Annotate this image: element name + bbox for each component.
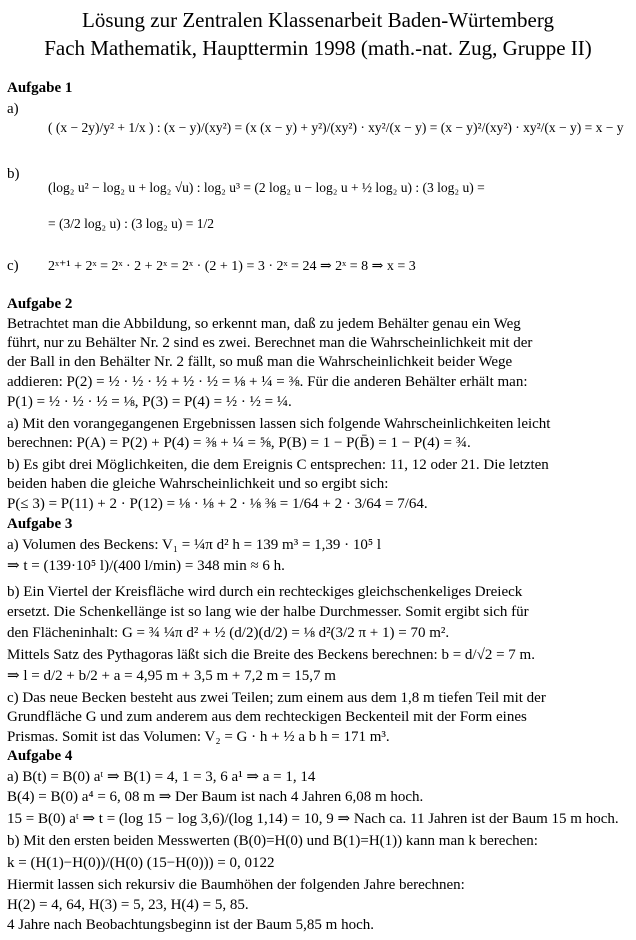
part-label-a: a) bbox=[7, 101, 19, 117]
heading-aufgabe-3: Aufgabe 3 bbox=[7, 516, 73, 532]
text-line: b) Es gibt drei Möglichkeiten, die dem Ereignis C entsprechen: 11, 12 oder 21. Die letzten bbox=[7, 457, 549, 473]
text-line: Betrachtet man die Abbildung, so erkennt man, daß zu jedem Behälter genau ein Weg bbox=[7, 316, 521, 332]
part-label-b: b) bbox=[7, 166, 20, 182]
heading-aufgabe-4: Aufgabe 4 bbox=[7, 748, 73, 764]
text-line: Mittels Satz des Pythagoras läßt sich die Breite des Beckens berechnen: b = d/√2 = 7 m. bbox=[7, 647, 535, 663]
text-line: Prismas. Somit ist das Volumen: V₂ = G · h + ½ a b h = 171 m³. bbox=[7, 729, 390, 745]
text-line: 15 = B(0) aᵗ ⇒ t = (log 15 − log 3,6)/(log 1,14) = 10, 9 ⇒ Nach ca. 11 Jahren ist der Baum 15 m hoch. bbox=[7, 811, 619, 827]
text-line: a) Mit den vorangegangenen Ergebnissen lassen sich folgende Wahrscheinlichkeiten leicht bbox=[7, 416, 551, 432]
text-line: B(4) = B(0) a⁴ = 6, 08 m ⇒ Der Baum ist nach 4 Jahren 6,08 m hoch. bbox=[7, 789, 424, 805]
text-line: k = (H(1)−H(0))/(H(0) (15−H(0))) = 0, 0122 bbox=[7, 855, 275, 871]
text-line: beiden haben die gleiche Wahrscheinlichkeit und so ergibt sich: bbox=[7, 476, 389, 492]
text-line: den Flächeninhalt: G = ¾ ¼π d² + ½ (d/2)(d/2) = ⅛ d²(3/2 π + 1) = 70 m². bbox=[7, 625, 450, 641]
text-line: addieren: P(2) = ½ · ½ · ½ + ½ · ½ = ⅛ + ¼ = ⅜. Für die anderen Behälter erhält man: bbox=[7, 374, 528, 390]
text-line: c) Das neue Becken besteht aus zwei Teilen; zum einem aus dem 1,8 m tiefen Teil mit der bbox=[7, 690, 546, 706]
text-line: Hiermit lassen sich rekursiv die Baumhöhen der folgenden Jahre berechnen: bbox=[7, 877, 465, 893]
text-line: a) B(t) = B(0) aᵗ ⇒ B(1) = 4, 1 = 3, 6 a¹ ⇒ a = 1, 14 bbox=[7, 769, 316, 785]
text-line: b) Ein Viertel der Kreisfläche wird durch ein rechteckiges gleichschenkeliges Dreieck bbox=[7, 584, 523, 600]
heading-aufgabe-1: Aufgabe 1 bbox=[7, 80, 73, 96]
text-line: b) Mit den ersten beiden Messwerten (B(0)=H(0) und B(1)=H(1)) kann man k berechen: bbox=[7, 833, 538, 849]
text-line: H(2) = 4, 64, H(3) = 5, 23, H(4) = 5, 85. bbox=[7, 897, 249, 913]
document-title-line2: Fach Mathematik, Haupttermin 1998 (math.-nat. Zug, Gruppe II) bbox=[44, 36, 592, 60]
text-line: 4 Jahre nach Beobachtungsbeginn ist der Baum 5,85 m hoch. bbox=[7, 917, 375, 933]
text-line: Grundfläche G und zum anderem aus dem rechteckigen Beckenteil mit der Form eines bbox=[7, 709, 527, 725]
text-line: der Ball in den Behälter Nr. 2 fällt, so muß man die Wahrscheinlichkeit beider Wege bbox=[7, 354, 513, 370]
text-line: ⇒ l = d/2 + b/2 + a = 4,95 m + 3,5 m + 7,2 m = 15,7 m bbox=[7, 668, 336, 684]
text-line: berechnen: P(A) = P(2) + P(4) = ⅜ + ¼ = ⅝, P(B) = 1 − P(B̄) = 1 − P(4) = ¾. bbox=[7, 435, 471, 451]
heading-aufgabe-2: Aufgabe 2 bbox=[7, 296, 73, 312]
equation-1a: ( (x − 2y)/y² + 1/x ) : (x − y)/(xy²) = (x (x − y) + y²)/(xy²) · xy²/(x − y) = (x − y)²/(xy²) · xy²/(x − y) = x − y bbox=[48, 120, 624, 135]
text-line: P(≤ 3) = P(11) + 2 · P(12) = ⅛ · ⅛ + 2 · ⅛ ⅜ = 1/64 + 2 · 3/64 = 7/64. bbox=[7, 496, 428, 512]
equation-1c: 2ˣ⁺¹ + 2ˣ = 2ˣ · 2 + 2ˣ = 2ˣ · (2 + 1) = 3 · 2ˣ = 24 ⇒ 2ˣ = 8 ⇒ x = 3 bbox=[48, 259, 416, 274]
equation-1b-line1: (log₂ u² − log₂ u + log₂ √u) : log₂ u³ = (2 log₂ u − log₂ u + ½ log₂ u) : (3 log₂ u) = bbox=[48, 180, 485, 195]
text-line: ersetzt. Die Schenkellänge ist so lang wie der halbe Durchmesser. Somit ergibt sich für bbox=[7, 604, 529, 620]
text-line: P(1) = ½ · ½ · ½ = ⅛, P(3) = P(4) = ½ · ½ = ¼. bbox=[7, 394, 292, 410]
text-line: a) Volumen des Beckens: V₁ = ¼π d² h = 139 m³ = 1,39 · 10⁵ l bbox=[7, 537, 382, 553]
equation-1b-line2: = (3/2 log₂ u) : (3 log₂ u) = 1/2 bbox=[48, 216, 215, 231]
part-label-c: c) bbox=[7, 258, 19, 274]
text-line: führt, nur zu Behälter Nr. 2 sind es zwei. Berechnet man die Wahrscheinlichkeit mit der bbox=[7, 335, 533, 351]
text-line: ⇒ t = (139·10⁵ l)/(400 l/min) = 348 min ≈ 6 h. bbox=[7, 558, 285, 574]
document-title-line1: Lösung zur Zentralen Klassenarbeit Baden-Würtemberg bbox=[82, 8, 554, 32]
